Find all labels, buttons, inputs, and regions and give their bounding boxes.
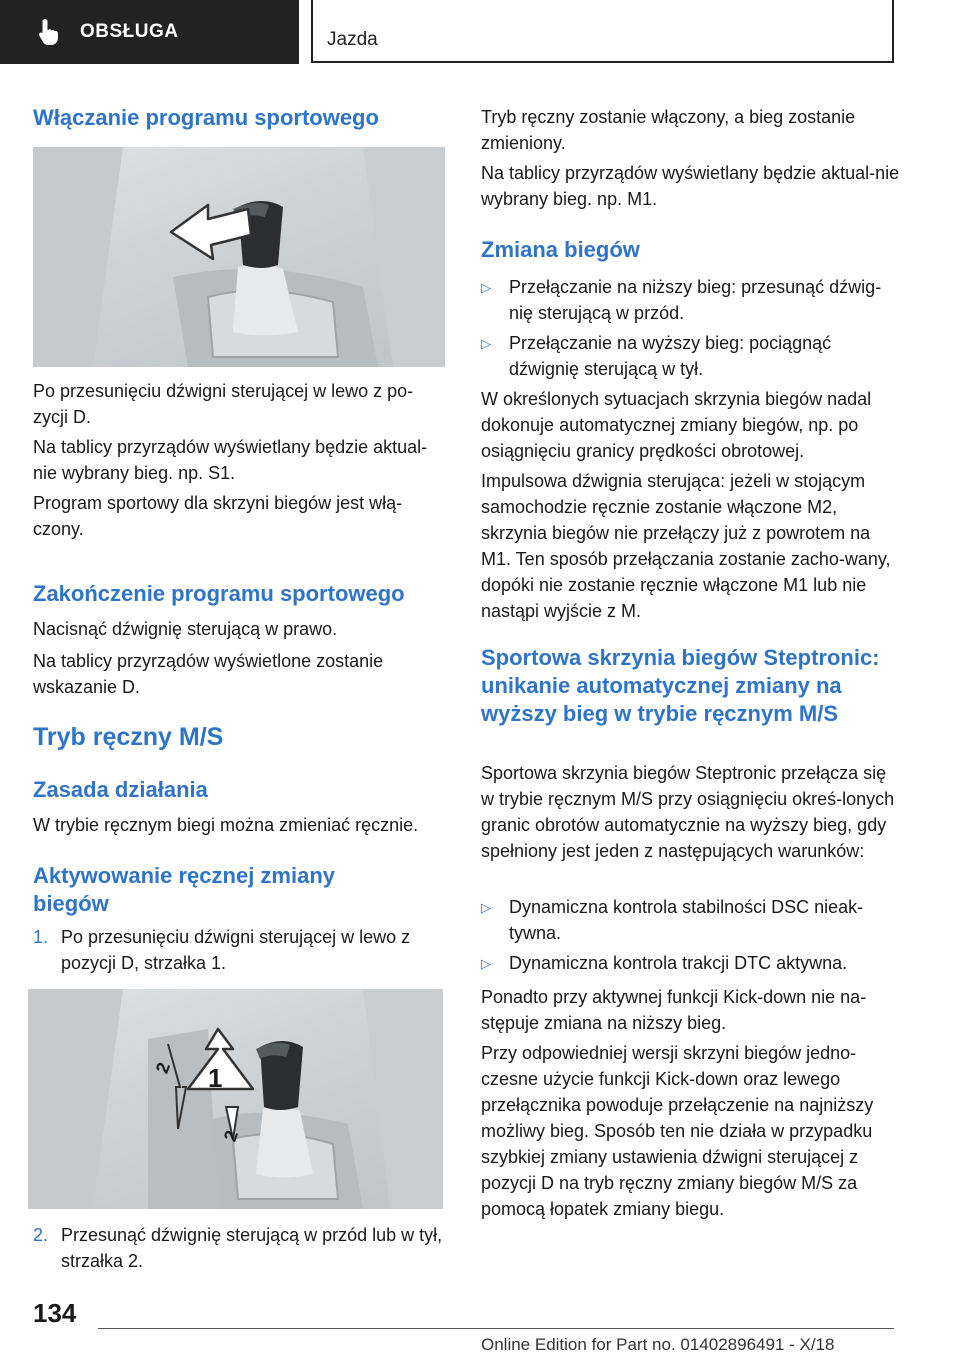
gear-lever-drawing-arrows xyxy=(28,989,443,1209)
page-number: 134 xyxy=(33,1298,77,1328)
step-text: Przesunąć dźwignię sterującą w przód lub w tył, strzałka 2. xyxy=(61,1225,443,1271)
paragraph: Na tablicy przyrządów wyświetlany będzie aktual-nie wybrany bieg. np. M1. xyxy=(481,163,900,209)
step-number: 2. xyxy=(33,1225,49,1245)
chapter-title: Jazda xyxy=(327,29,378,50)
arrow-label-1: 1 xyxy=(208,1063,223,1093)
paragraph: Po przesunięciu dźwigni sterującej w lewo z po-zycji D. xyxy=(33,381,414,427)
paragraph: Sportowa skrzynia biegów Steptronic przełącza się w trybie ręcznym M/S przy osiągnięciu okreś-lonych granic obrotów automatycznie na wyższy bieg, gdy spełniony jest jeden z następujących warunków: xyxy=(481,763,895,861)
heading-manual-mode: Tryb ręczny M/S xyxy=(33,723,224,751)
paragraph: Ponadto przy aktywnej funkcji Kick-down nie na-stępuje zmiana na niższy bieg. xyxy=(481,987,867,1033)
footer-divider xyxy=(98,1328,894,1329)
paragraph: Na tablicy przyrządów wyświetlone zostanie wskazanie D. xyxy=(33,651,384,697)
footer-edition: Online Edition for Part no. 01402896491 - X/18 xyxy=(481,1335,835,1354)
gear-lever-illustration-2 xyxy=(28,989,443,1209)
right-column xyxy=(481,0,901,1290)
paragraph: W trybie ręcznym biegi można zmieniać ręcznie. xyxy=(33,815,419,835)
paragraph: Tryb ręczny zostanie włączony, a bieg zostanie zmieniony. xyxy=(481,107,856,153)
heading-principle: Zasada działania xyxy=(33,777,208,802)
heading-steptronic: Sportowa skrzynia biegów Steptronic: unikanie automatycznej zmiany na wyższy bieg w trybie ręcznym M/S xyxy=(481,645,880,726)
paragraph: Impulsowa dźwignia sterująca: jeżeli w stojącym samochodzie ręcznie zostanie włączone M2, skrzynia biegów nie przełączy już z powrotem na M1. Ten sposób przełączania zostanie zacho-wany, dopóki nie zostanie ręcznie włączone M1 lub nie nastąpi wyjście z M. xyxy=(481,471,891,621)
paragraph: W określonych sytuacjach skrzynia biegów nadal dokonuje automatycznej zmiany biegów, np. po osiągnięciu granicy prędkości obrotowej. xyxy=(481,389,872,461)
list-item-text: Dynamiczna kontrola trakcji DTC aktywna. xyxy=(509,953,848,973)
list-item-text: Dynamiczna kontrola stabilności DSC nieak-tywna. xyxy=(509,897,864,943)
arrow-label-2: 2 xyxy=(219,1127,243,1144)
left-column xyxy=(33,0,445,1290)
numbered-step xyxy=(33,1222,445,1274)
paragraph: Przy odpowiedniej wersji skrzyni biegów jedno-czesne użycie funkcji Kick-down oraz lewego przełącznika powoduje przełączenie na najniższy możliwy bieg. Sposób ten nie działa w przypadku szybkiej zmiany ustawienia dźwigni sterującej z pozycji D na tryb ręczny zmiany biegów M/S za pomocą łopatek zmiany biegu. xyxy=(481,1043,874,1219)
gear-lever-drawing xyxy=(33,147,445,367)
bullet-triangle-icon: ▷ xyxy=(481,336,491,351)
numbered-step xyxy=(33,924,445,976)
heading-gear-shifting: Zmiana biegów xyxy=(481,237,640,262)
arrow-label-2: 2 xyxy=(151,1059,175,1076)
section-tab-label: OBSŁUGA xyxy=(80,21,179,42)
bullet-triangle-icon: ▷ xyxy=(481,280,491,295)
paragraph: Program sportowy dla skrzyni biegów jest włą-czony. xyxy=(33,493,403,539)
heading-sport-program-off: Zakończenie programu sportowego xyxy=(33,581,405,606)
list-item xyxy=(481,330,901,382)
bullet-triangle-icon: ▷ xyxy=(481,956,491,971)
list-item xyxy=(481,950,901,977)
paragraph: Na tablicy przyrządów wyświetlany będzie aktual-nie wybrany bieg. np. S1. xyxy=(33,437,428,483)
paragraph: Nacisnąć dźwignię sterującą w prawo. xyxy=(33,619,338,639)
step-text: Po przesunięciu dźwigni sterującej w lewo z pozycji D, strzałka 1. xyxy=(61,927,411,973)
list-item-text: Przełączanie na wyższy bieg: pociągnąć dźwignię sterującą w tył. xyxy=(509,333,832,379)
list-item xyxy=(481,274,901,326)
step-number: 1. xyxy=(33,927,49,947)
list-item-text: Przełączanie na niższy bieg: przesunąć dźwig-nię sterującą w przód. xyxy=(509,277,882,323)
bullet-triangle-icon: ▷ xyxy=(481,900,491,915)
gear-lever-illustration-1 xyxy=(33,147,445,367)
heading-sport-program-on: Włączanie programu sportowego xyxy=(33,105,379,130)
heading-activate-manual: Aktywowanie ręcznej zmiany biegów xyxy=(33,863,335,916)
list-item xyxy=(481,894,901,946)
